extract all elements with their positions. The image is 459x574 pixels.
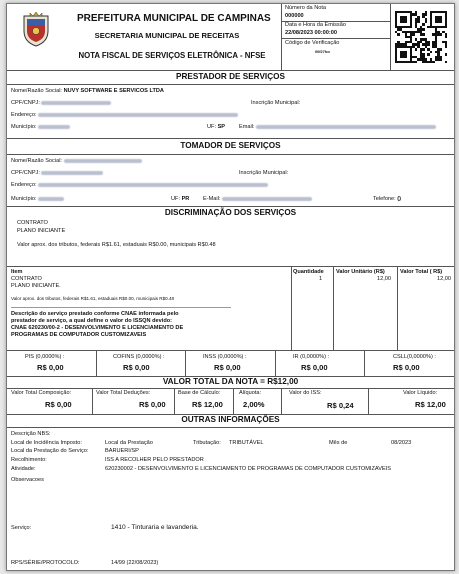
redacted-tomador-nome bbox=[64, 159, 142, 163]
prestador-uf-label: UF: bbox=[207, 124, 217, 130]
numero-value: 000000 bbox=[285, 13, 304, 19]
deducoes-value: R$ 0,00 bbox=[139, 400, 166, 409]
tributacao-label: Tributação: bbox=[193, 440, 221, 446]
tomador-mun-label: Município: bbox=[11, 196, 37, 202]
prestador-insc-label: Inscrição Municipal: bbox=[251, 100, 301, 106]
cofins-label: COFINS (0,0000%) : bbox=[113, 354, 165, 360]
qr-code-icon bbox=[395, 11, 447, 63]
iss-label: Valor do ISS: bbox=[289, 390, 322, 396]
pis-label: PIS (0,0000%) : bbox=[25, 354, 65, 360]
aliquota-value: 2,00% bbox=[243, 400, 265, 409]
nbs-label: Descrição NBS: bbox=[11, 431, 51, 437]
codigo-label: Código de Verificação bbox=[285, 40, 340, 46]
numero-label: Número da Nota bbox=[285, 5, 327, 11]
outras-section-title: OUTRAS INFORMAÇÕES bbox=[181, 415, 280, 424]
tomador-tel-value: () bbox=[397, 196, 401, 202]
redacted-endereco bbox=[38, 113, 238, 117]
items-head-unit: Valor Unitário (R$) bbox=[336, 269, 385, 275]
prestador-mun-row bbox=[11, 124, 70, 131]
prestador-email-row bbox=[239, 124, 436, 131]
csll-value: R$ 0,00 bbox=[393, 363, 420, 372]
discriminacao-section-title: DISCRIMINAÇÃO DOS SERVIÇOS bbox=[164, 208, 297, 217]
redacted-municipio bbox=[38, 125, 70, 129]
base-calculo-label: Base de Cálculo: bbox=[178, 390, 221, 396]
prestador-uf-row bbox=[207, 124, 225, 131]
item-tributos: Valor aprox. dos tributos, federais R$1.61, estaduais R$0.00, municipais R$0.48 bbox=[11, 296, 175, 301]
prestador-uf-value: SP bbox=[217, 124, 226, 130]
recolhimento-value: ISS A RECOLHER PELO PRESTADOR bbox=[105, 457, 204, 463]
discriminacao-line1: CONTRATO bbox=[17, 220, 48, 226]
header-title: PREFEITURA MUNICIPAL DE CAMPINAS bbox=[77, 13, 271, 24]
tomador-insc-label: Inscrição Municipal: bbox=[239, 170, 289, 176]
local-prestacao-value: BARUERI/SP bbox=[105, 448, 139, 454]
prestador-email-label: Email: bbox=[239, 124, 255, 130]
redacted-tomador-email bbox=[222, 197, 312, 201]
cnae-line1: Descrição do serviço prestado conforme CNAE informada pelo bbox=[11, 311, 179, 317]
data-emissao-label: Data e Hora da Emissão bbox=[285, 22, 346, 28]
tomador-section-title: TOMADOR DE SERVIÇOS bbox=[180, 141, 281, 150]
redacted-tomador-municipio bbox=[38, 197, 64, 201]
tomador-cpf-row bbox=[11, 170, 103, 177]
tomador-mun-row bbox=[11, 196, 64, 203]
prestador-end-row bbox=[11, 112, 238, 119]
tomador-nome-row bbox=[11, 158, 142, 165]
redacted-email bbox=[256, 125, 436, 129]
tomador-tel-row bbox=[373, 196, 401, 203]
composicao-value: R$ 0,00 bbox=[45, 400, 72, 409]
cnae-line3: CNAE 620230/00-2 - DESENVOLVIMENTO E LICENCIAMENTO DE bbox=[11, 325, 184, 331]
prestador-mun-label: Município: bbox=[11, 124, 37, 130]
cnae-line2: prestador de serviço, a qual define o valor do ISSQN devido: bbox=[11, 318, 173, 324]
items-head-qtd: Quantidade bbox=[293, 269, 324, 275]
prestador-nome-label: Nome/Razão Social: bbox=[11, 88, 62, 94]
redacted-tomador-cpf bbox=[41, 171, 103, 175]
ir-value: R$ 0,00 bbox=[301, 363, 328, 372]
data-emissao-value: 22/08/2023 00:00:00 bbox=[285, 30, 337, 36]
csll-label: CSLL(0,0000%) : bbox=[393, 354, 436, 360]
prestador-end-label: Endereço: bbox=[11, 112, 37, 118]
header-subtitle: SECRETARIA MUNICIPAL DE RECEITAS bbox=[94, 31, 240, 40]
tomador-tel-label: Telefone: bbox=[373, 196, 396, 202]
local-prestacao-label: Local da Prestação do Serviço: bbox=[11, 448, 89, 454]
aliquota-label: Alíquota: bbox=[239, 390, 262, 396]
cnae-line4: PROGRAMAS DE COMPUTADOR CUSTOMIZAVEIS bbox=[11, 332, 147, 338]
item-line2: PLANO INICIANTE. bbox=[11, 283, 61, 289]
rps-value: 14/99 (22/08/2023) bbox=[111, 560, 159, 566]
inss-label: INSS (0,0000%) : bbox=[203, 354, 247, 360]
ir-label: IR (0,0000%) : bbox=[293, 354, 330, 360]
servico-label: Serviço: bbox=[11, 525, 32, 531]
item-qtd: 1 bbox=[319, 276, 323, 282]
item-total: 12,00 bbox=[437, 276, 451, 282]
tomador-email-label: E-Mail: bbox=[203, 196, 221, 202]
liquido-label: Valor Líquido: bbox=[403, 390, 438, 396]
tomador-nome-label: Nome/Razão Social: bbox=[11, 158, 62, 164]
tomador-end-label: Endereço: bbox=[11, 182, 37, 188]
tributacao-value: TRIBUTÁVEL bbox=[229, 440, 264, 446]
tomador-uf-row bbox=[171, 196, 189, 203]
iss-value: R$ 0,24 bbox=[327, 401, 354, 410]
rps-label: RPS/SÉRIE/PROTOCOLO: bbox=[11, 560, 80, 566]
nfse-document bbox=[6, 3, 455, 571]
redacted-tomador-endereco bbox=[38, 183, 268, 187]
observacoes-label: Observacoes bbox=[11, 477, 44, 483]
valor-total-nota: VALOR TOTAL DA NOTA = R$12,00 bbox=[162, 377, 299, 386]
mes-value: 08/2023 bbox=[391, 440, 412, 446]
discriminacao-tributos: Valor aprox. dos tributos, federais R$1.61, estaduais R$0.00, municipais R$0.48 bbox=[17, 242, 216, 248]
atividade-value: 620230002 - DESENVOLVIMENTO E LICENCIAMENTO DE PROGRAMAS DE COMPUTADOR CUSTOMIZAVEIS bbox=[105, 466, 391, 472]
prestador-cpf-row bbox=[11, 100, 111, 107]
prestador-nome-value: NUVY SOFTWARE E SERVICOS LTDA bbox=[63, 88, 164, 94]
local-incidencia-value: Local da Prestação bbox=[105, 440, 153, 446]
prestador-nome-row bbox=[11, 88, 164, 95]
base-calculo-value: R$ 12,00 bbox=[192, 400, 223, 409]
liquido-value: R$ 12,00 bbox=[415, 400, 446, 409]
inss-value: R$ 0,00 bbox=[214, 363, 241, 372]
tomador-cpf-label: CPF/CNPJ: bbox=[11, 170, 40, 176]
local-incidencia-label: Local de Incidência Imposto: bbox=[11, 440, 82, 446]
composicao-label: Valor Total Composição: bbox=[11, 390, 72, 396]
cofins-value: R$ 0,00 bbox=[123, 363, 150, 372]
discriminacao-line2: PLANO INICIANTE bbox=[17, 228, 66, 234]
atividade-label: Atividade: bbox=[11, 466, 36, 472]
redacted-cpf bbox=[41, 101, 111, 105]
deducoes-label: Valor Total Deduções: bbox=[96, 390, 151, 396]
item-line1: CONTRATO bbox=[11, 276, 42, 282]
codigo-value: 00f27fcc bbox=[315, 50, 331, 54]
items-head-item: Item bbox=[11, 269, 23, 275]
municipal-crest-icon bbox=[21, 11, 51, 47]
prestador-cpf-label: CPF/CNPJ: bbox=[11, 100, 40, 106]
items-head-total: Valor Total ( R$) bbox=[400, 269, 443, 275]
tomador-uf-label: UF: bbox=[171, 196, 181, 202]
pis-value: R$ 0,00 bbox=[37, 363, 64, 372]
item-unit: 12,00 bbox=[377, 276, 391, 282]
recolhimento-label: Recolhimento: bbox=[11, 457, 47, 463]
prestador-section-title: PRESTADOR DE SERVIÇOS bbox=[176, 72, 285, 81]
tomador-uf-value: PR bbox=[181, 196, 190, 202]
tomador-end-row bbox=[11, 182, 268, 189]
servico-value: 1410 - Tinturaria e lavanderia. bbox=[111, 524, 199, 531]
tomador-email-row bbox=[203, 196, 312, 203]
mes-label: Mês de bbox=[329, 440, 348, 446]
document-title: NOTA FISCAL DE SERVIÇOS ELETRÔNICA - NFSE bbox=[78, 51, 266, 60]
